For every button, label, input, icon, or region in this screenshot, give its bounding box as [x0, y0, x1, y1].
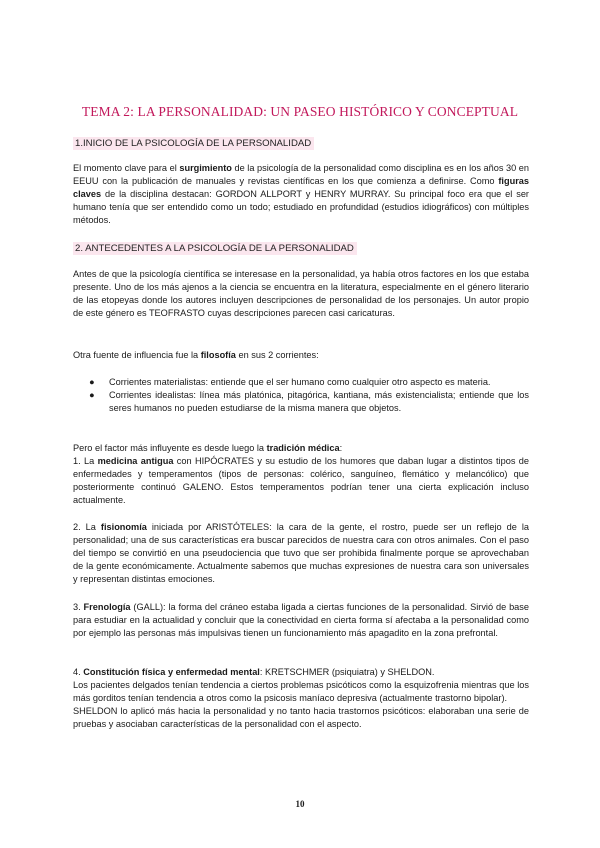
list-item: ● Corrientes idealistas: línea más platónica, pitagórica, kantiana, más existencialista; entiende que los seres humanos no pueden estudiarse de la misma manera que objetos.	[89, 390, 529, 414]
literature-paragraph: Antes de que la psicología científica se interesase en la personalidad, ya había otros factores en los que estaba presente. Uno de los más ajenos a la ciencia se encuentra en la literatura, especialmente en el género literario de las etopeyas donde los autores incluyen descripciones de personalidad de los personajes. Un autor propio de este género es TEOFRASTO cuyas descripciones parecen casi caricaturas.	[73, 269, 529, 319]
philosophy-paragraph: Otra fuente de influencia fue la filosofía en sus 2 corrientes:	[73, 350, 319, 360]
page-title: TEMA 2: LA PERSONALIDAD: UN PASEO HISTÓRICO Y CONCEPTUAL	[81, 104, 519, 119]
ancient-medicine-paragraph: 1. La medicina antigua con HIPÓCRATES y su estudio de los humores que daban lugar a distintos tipos de enfermedades y temperamentos (tipos de personas: colérico, sanguíneo, flemático y melancólico) que posteriormente continuó GALENO. Estos temperamentos podrían tener una cierta explicación incluso actualmente.	[73, 456, 529, 506]
medical-tradition-intro: Pero el factor más influyente es desde luego la tradición médica:	[73, 443, 343, 453]
section1-paragraph: El momento clave para el surgimiento de la psicología de la personalidad como disciplina es en los años 30 en EEUU con la publicación de manuales y revistas científicas en los que comienza a definirse. Como figuras claves de la disciplina destacan: GORDON ALLPORT y HENRY MURRAY. Su principal foco era que el ser humano tenía que ser entendido como un todo; estudiado en profundidad (estudios idiográficos) con múltiples métodos.	[73, 163, 530, 226]
section-heading-1: 1.INICIO DE LA PSICOLOGÍA DE LA PERSONALIDAD	[73, 137, 314, 150]
list-item: ● Corrientes materialistas: entiende que el ser humano como cualquier otro aspecto es materia.	[73, 376, 529, 389]
bullet-icon: ●	[89, 377, 95, 387]
physiognomy-paragraph: 2. La fisionomía iniciada por ARISTÓTELES: la cara de la gente, el rostro, puede ser un reflejo de la personalidad; una de sus características era buscar parecidos de nuestra cara con otros animales. Con el paso del tiempo se convirtió en una pseudociencia que tuvo que ser prohibida finalmente porque se aprovechaban de la gente económicamente. Actualmente sabemos que muchas expresiones de nuestra cara son universales y representan distintas emociones.	[73, 522, 529, 585]
constitution-paragraph: 4. Constitución física y enfermedad mental: KRETSCHMER (psiquiatra) y SHELDON. Los pacientes delgados tenían tendencia a ciertos problemas psicóticos como la esquizofrenia mientras que los más gorditos tenían tendencia a otros como la psicosis maníaco depresiva (actualmente trastorno bipolar). SHELDON lo aplicó más hacia la personalidad y no tanto hacia trastornos psicóticos: elaboraban una serie de pruebas y asociaban características de la personalidad con el aspecto.	[73, 667, 529, 730]
page-number: 10	[295, 799, 305, 809]
section-heading-2: 2. ANTECEDENTES A LA PSICOLOGÍA DE LA PERSONALIDAD	[73, 242, 357, 255]
bullet-icon: ●	[89, 390, 95, 401]
phrenology-paragraph: 3. Frenología (GALL): la forma del cráneo estaba ligada a ciertas funciones de la personalidad. Sirvió de base para estudiar en la actualidad y concluir que la conectividad en cierta forma sí afectaba a la personalidad como por ejemplo las personas más impulsivas tienen un funcionamiento más apagadito en la zona prefrontal.	[73, 602, 529, 639]
philosophy-list	[73, 376, 529, 415]
